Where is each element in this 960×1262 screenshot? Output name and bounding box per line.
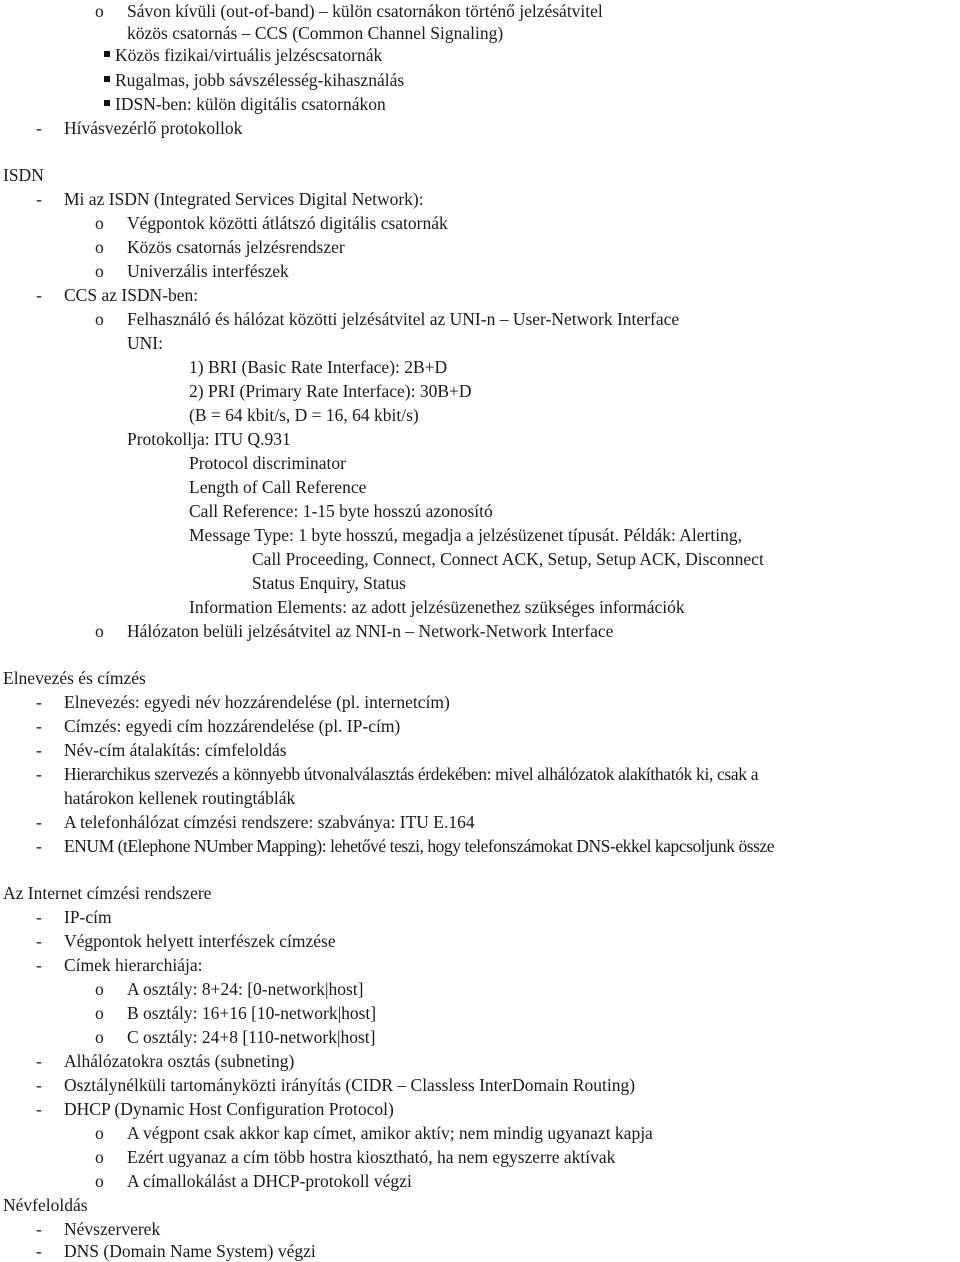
text-line: CCS az ISDN-ben:	[64, 285, 199, 305]
bullet-o: o	[95, 261, 104, 281]
text-line: Protocol discriminator	[189, 453, 346, 473]
bullet-o: o	[95, 237, 104, 257]
text-line: Hierarchikus szervezés a könnyebb útvonalválasztás érdekében: mivel alhálózatok alakíthatók ki, csak a	[64, 764, 759, 784]
text-line: A végpont csak akkor kap címet, amikor aktív; nem mindig ugyanazt kapja	[127, 1123, 653, 1143]
text-line: C osztály: 24+8 [110-network|host]	[127, 1027, 376, 1047]
text-line: Címek hierarchiája:	[64, 955, 203, 975]
text-line: Information Elements: az adott jelzésüzenethez szükséges információk	[189, 597, 685, 617]
dash-bullet: -	[36, 189, 42, 209]
text-line: Length of Call Reference	[189, 477, 367, 497]
text-line: Univerzális interfészek	[127, 261, 289, 281]
bullet-o: o	[95, 1171, 104, 1191]
text-line: B osztály: 16+16 [10-network|host]	[127, 1003, 377, 1023]
text-line: UNI:	[127, 333, 163, 353]
bullet-o: o	[95, 309, 104, 329]
bullet-o: o	[95, 979, 104, 999]
text-line: Mi az ISDN (Integrated Services Digital Network):	[64, 189, 424, 209]
text-line: Status Enquiry, Status	[252, 573, 406, 593]
section-heading-naming: Elnevezés és címzés	[3, 668, 146, 688]
text-line: Ezért ugyanaz a cím több hostra kiosztható, ha nem egyszerre aktívak	[127, 1147, 616, 1167]
text-line: 1) BRI (Basic Rate Interface): 2B+D	[189, 357, 448, 377]
dash-bullet: -	[36, 740, 42, 760]
text-line: Message Type: 1 byte hosszú, megadja a jelzésüzenet típusát. Példák: Alerting,	[189, 525, 742, 545]
text-line: Közös csatornás jelzésrendszer	[127, 237, 345, 257]
text-line: ENUM (tElephone NUmber Mapping): lehetővé teszi, hogy telefonszámokat DNS-ekkel kapcsoljunk össze	[64, 836, 775, 856]
bullet-o: o	[95, 1, 104, 21]
dash-bullet: -	[36, 1075, 42, 1095]
text-line: Protokollja: ITU Q.931	[127, 429, 291, 449]
dash-bullet: -	[36, 907, 42, 927]
text-line: Sávon kívüli (out-of-band) – külön csatornákon történő jelzésátvitel	[127, 1, 603, 21]
text-line: Hívásvezérlő protokollok	[64, 118, 243, 138]
text-line: Név-cím átalakítás: címfeloldás	[64, 740, 287, 760]
dash-bullet: -	[36, 1051, 42, 1071]
text-line: közös csatornás – CCS (Common Channel Signaling)	[127, 23, 504, 43]
text-line: Call Proceeding, Connect, Connect ACK, Setup, Setup ACK, Disconnect	[252, 549, 764, 569]
dash-bullet: -	[36, 1099, 42, 1119]
dash-bullet: -	[36, 955, 42, 975]
text-line: IDSN-ben: külön digitális csatornákon	[115, 94, 386, 114]
dash-bullet: -	[36, 836, 42, 856]
square-bullet-icon	[104, 76, 110, 82]
bullet-o: o	[95, 213, 104, 233]
dash-bullet: -	[36, 716, 42, 736]
dash-bullet: -	[36, 1219, 42, 1239]
text-line: DNS (Domain Name System) végzi	[64, 1241, 316, 1261]
text-line: határokon kellenek routingtáblák	[64, 788, 296, 808]
text-line: Közös fizikai/virtuális jelzéscsatornák	[115, 45, 383, 65]
dash-bullet: -	[36, 812, 42, 832]
text-line: Alhálózatokra osztás (subneting)	[64, 1051, 295, 1071]
square-bullet-icon	[104, 51, 110, 57]
text-line: A címallokálást a DHCP-protokoll végzi	[127, 1171, 412, 1191]
section-heading-isdn: ISDN	[3, 165, 44, 185]
text-line: Címzés: egyedi cím hozzárendelése (pl. IP-cím)	[64, 716, 401, 736]
bullet-o: o	[95, 1003, 104, 1023]
bullet-o: o	[95, 1147, 104, 1167]
bullet-o: o	[95, 621, 104, 641]
text-line: Hálózaton belüli jelzésátvitel az NNI-n – Network-Network Interface	[127, 621, 614, 641]
text-line: Végpontok helyett interfészek címzése	[64, 931, 336, 951]
square-bullet-icon	[104, 100, 110, 106]
text-line: Osztálynélküli tartományközti irányítás (CIDR – Classless InterDomain Routing)	[64, 1075, 636, 1095]
dash-bullet: -	[36, 931, 42, 951]
bullet-o: o	[95, 1123, 104, 1143]
text-line: (B = 64 kbit/s, D = 16, 64 kbit/s)	[189, 405, 419, 425]
section-heading-resolve: Névfeloldás	[3, 1195, 88, 1215]
text-line: IP-cím	[64, 907, 112, 927]
text-line: 2) PRI (Primary Rate Interface): 30B+D	[189, 381, 472, 401]
text-line: Végpontok közötti átlátszó digitális csatornák	[127, 213, 448, 233]
bullet-o: o	[95, 1027, 104, 1047]
section-heading-internet: Az Internet címzési rendszere	[3, 883, 212, 903]
text-line: A osztály: 8+24: [0-network|host]	[127, 979, 364, 999]
text-line: DHCP (Dynamic Host Configuration Protocol)	[64, 1099, 394, 1119]
dash-bullet: -	[36, 285, 42, 305]
text-line: Névszerverek	[64, 1219, 161, 1239]
text-line: Call Reference: 1-15 byte hosszú azonosító	[189, 501, 493, 521]
dash-bullet: -	[36, 118, 42, 138]
dash-bullet: -	[36, 764, 42, 784]
dash-bullet: -	[36, 692, 42, 712]
dash-bullet: -	[36, 1241, 42, 1261]
text-line: Felhasználó és hálózat közötti jelzésátvitel az UNI-n – User-Network Interface	[127, 309, 680, 329]
text-line: A telefonhálózat címzési rendszere: szabványa: ITU E.164	[64, 812, 475, 832]
text-line: Elnevezés: egyedi név hozzárendelése (pl. internetcím)	[64, 692, 450, 712]
text-line: Rugalmas, jobb sávszélesség-kihasználás	[115, 70, 405, 90]
